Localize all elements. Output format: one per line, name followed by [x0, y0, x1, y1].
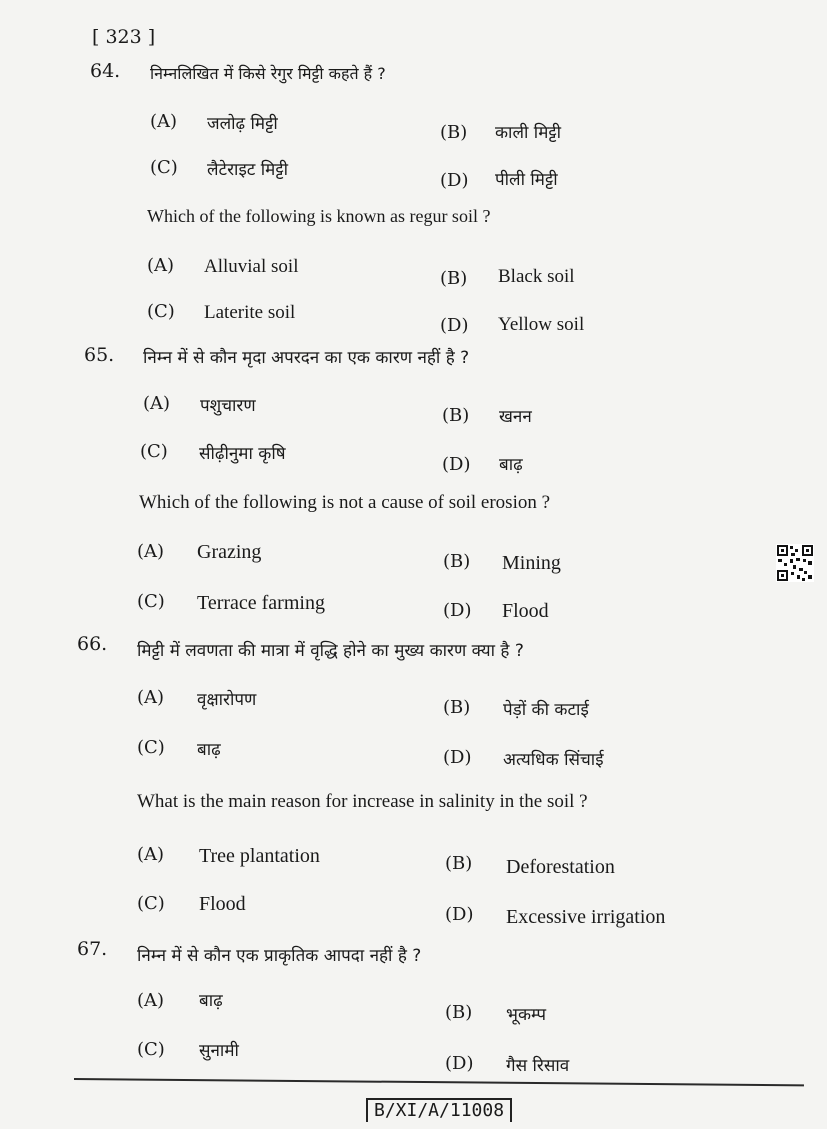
option-letter: (D) — [442, 454, 471, 475]
option-letter: (C) — [137, 737, 165, 758]
option-text: बाढ़ — [499, 455, 523, 475]
booklet-code: B/XI/A/11008 — [366, 1098, 512, 1122]
option-text: Tree plantation — [199, 845, 320, 867]
question-stem-hindi: निम्नलिखित में किसे रेगुर मिट्टी कहते हैं ? — [150, 64, 386, 83]
option-text: Excessive irrigation — [506, 906, 666, 928]
option-letter: (B) — [443, 697, 471, 718]
option-letter: (C) — [140, 441, 168, 462]
option-text: गैस रिसाव — [506, 1056, 570, 1076]
option-letter: (A) — [137, 990, 165, 1011]
option-letter: (D) — [445, 904, 474, 925]
option-letter: (D) — [440, 315, 469, 336]
option-text: बाढ़ — [199, 991, 223, 1011]
option-text: जलोढ़ मिट्टी — [207, 114, 278, 134]
option-text: बाढ़ — [197, 740, 221, 760]
question-number: 64. — [90, 60, 121, 82]
option-text: पशुचारण — [200, 396, 256, 416]
question-stem-hindi: मिट्टी में लवणता की मात्रा में वृद्धि होने का मुख्य कारण क्या है ? — [137, 641, 524, 661]
qr-code-icon — [776, 544, 814, 582]
option-letter: (C) — [137, 591, 165, 612]
option-letter: (B) — [445, 853, 473, 874]
option-text: Yellow soil — [498, 314, 585, 335]
option-text: Terrace farming — [197, 592, 325, 614]
option-text: Mining — [502, 552, 561, 574]
question-number: 66. — [77, 633, 108, 655]
option-text: खनन — [499, 407, 532, 427]
option-letter: (B) — [442, 405, 470, 426]
footer-rule — [74, 1078, 804, 1086]
option-text: Laterite soil — [204, 302, 296, 323]
option-letter: (B) — [445, 1002, 473, 1023]
question-number: 67. — [77, 938, 108, 960]
option-text: Alluvial soil — [204, 256, 299, 277]
option-text: Black soil — [498, 266, 575, 287]
option-text: Flood — [199, 893, 246, 915]
option-letter: (B) — [443, 551, 471, 572]
option-text: सुनामी — [199, 1041, 239, 1061]
option-text: काली मिट्टी — [495, 123, 562, 143]
option-text: वृक्षारोपण — [197, 690, 257, 710]
page-number: [ 323 ] — [92, 26, 156, 48]
option-letter: (A) — [137, 687, 165, 708]
option-letter: (C) — [137, 893, 165, 914]
option-letter: (A) — [150, 111, 178, 132]
option-letter: (A) — [143, 393, 171, 414]
question-stem-hindi: निम्न में से कौन एक प्राकृतिक आपदा नहीं है ? — [137, 946, 422, 966]
option-letter: (C) — [150, 157, 178, 178]
option-letter: (A) — [137, 844, 165, 865]
option-letter: (C) — [137, 1039, 165, 1060]
option-letter: (B) — [440, 268, 468, 289]
question-stem-english: Which of the following is known as regur soil ? — [147, 206, 491, 226]
option-letter: (D) — [445, 1053, 474, 1074]
question-number: 65. — [84, 344, 115, 366]
option-text: Deforestation — [506, 856, 615, 878]
question-stem-hindi: निम्न में से कौन मृदा अपरदन का एक कारण नहीं है ? — [143, 348, 470, 368]
option-letter: (D) — [440, 170, 469, 191]
option-text: पीली मिट्टी — [495, 170, 558, 190]
option-text: Flood — [502, 600, 549, 622]
option-letter: (A) — [147, 255, 175, 276]
question-stem-english: What is the main reason for increase in salinity in the soil ? — [137, 791, 588, 812]
option-letter: (D) — [443, 600, 472, 621]
question-stem-english: Which of the following is not a cause of soil erosion ? — [139, 492, 551, 513]
option-text: भूकम्प — [506, 1005, 547, 1025]
option-text: सीढ़ीनुमा कृषि — [199, 444, 286, 464]
option-letter: (A) — [137, 541, 165, 562]
option-text: लैटेराइट मिट्टी — [207, 160, 289, 180]
option-letter: (B) — [440, 122, 468, 143]
option-text: अत्यधिक सिंचाई — [503, 750, 604, 770]
option-letter: (C) — [147, 301, 175, 322]
option-text: पेड़ों की कटाई — [503, 700, 589, 720]
option-text: Grazing — [197, 541, 262, 563]
option-letter: (D) — [443, 747, 472, 768]
